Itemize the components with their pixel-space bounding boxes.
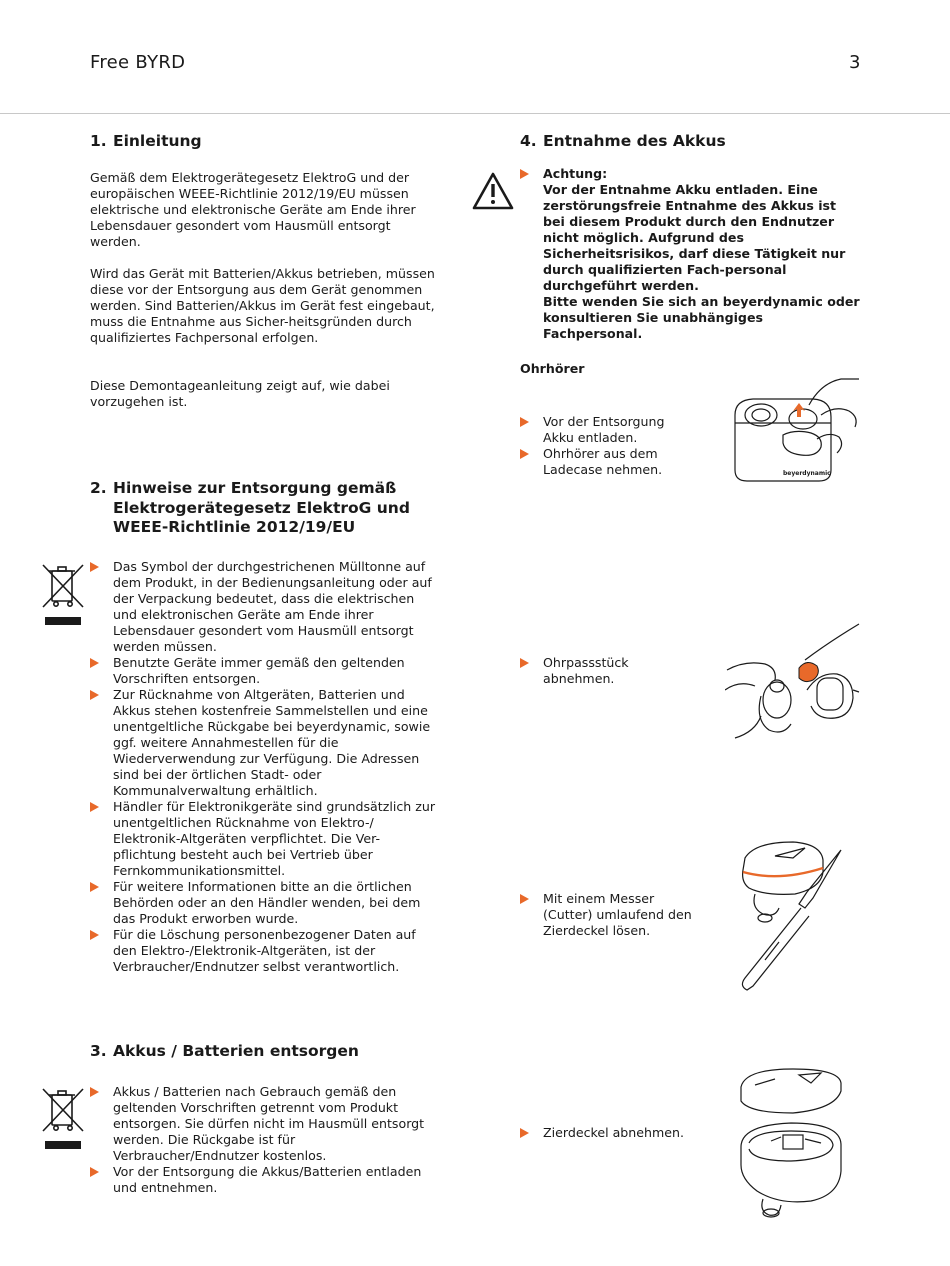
warning-contact: Bitte wenden Sie sich an beyerdynamic oder konsultieren Sie unabhängiges Fachpersonal. <box>543 294 860 341</box>
bullet-triangle-icon <box>520 894 529 904</box>
earbud-sublabel: Ohrhörer <box>520 361 585 376</box>
section1-paragraph-2: Wird das Gerät mit Batterien/Akkus betrieben, müssen diese vor der Entsorgung aus dem Gerät genommen werden. Sind Batterien/Akkus im Gerät fest eingebaut, muss die Entnahme aus Sicher-heitsgründen durch qualifiziertes Fachpersonal erfolgen. <box>90 266 435 345</box>
bullet-triangle-icon <box>520 658 529 668</box>
list-item: Zierdeckel abnehmen. <box>520 1125 720 1141</box>
list-item: Vor der Entsorgung die Akkus/Batterien entladen und entnehmen. <box>90 1164 435 1196</box>
case-brand-text: beyerdynamic <box>783 470 831 477</box>
section-title: Einleitung <box>113 132 202 150</box>
warning-block <box>520 166 860 342</box>
charging-case-illustration <box>725 375 860 490</box>
section-number: 3. <box>90 1042 107 1060</box>
section-title: Hinweise zur Entsorgung gemäß Elektrogerätegesetz ElektroG und WEEE-Richtlinie 2012/19/EU <box>113 479 410 536</box>
list-item: Das Symbol der durchgestrichenen Mülltonne auf dem Produkt, in der Bedienungsanleitung oder auf der Verpackung bedeutet, dass die elektrischen und elektronischen Geräte am Ende ihrer Lebensdauer gesondert vom Hausmüll entsorgt werden müssen. <box>90 559 435 655</box>
list-item: Zur Rücknahme von Altgeräten, Batterien und Akkus stehen kostenfreie Sammelstellen und eine unentgeltliche Rückgabe bei beyerdynamic, sowie ggf. weitere Annahmestellen für die Wiederverwendung zur Verfügung. Die Adressen sind bei der örtlichen Stadt- oder Kommunalverwaltung erhältlich. <box>90 687 435 799</box>
section4-heading <box>520 132 860 152</box>
crossed-bin-icon <box>40 1086 86 1152</box>
list-item: Vor der Entsorgung Akku entladen. <box>520 414 680 446</box>
bullet-triangle-icon <box>90 1167 99 1177</box>
bullet-triangle-icon <box>520 169 529 179</box>
bullet-triangle-icon <box>90 690 99 700</box>
section-title: Entnahme des Akkus <box>543 132 726 150</box>
list-item: Ohrhörer aus dem Ladecase nehmen. <box>520 446 680 478</box>
section2-heading <box>90 479 420 538</box>
section-title: Akkus / Batterien entsorgen <box>113 1042 359 1060</box>
bullet-triangle-icon <box>520 1128 529 1138</box>
list-item: Für die Löschung personenbezogener Daten auf den Elektro-/Elektronik-Altgeräten, ist der Verbraucher/Endnutzer selbst verantwortlich. <box>90 927 435 975</box>
warning-triangle-icon <box>471 171 515 211</box>
section1-heading <box>90 132 420 152</box>
eartip-removal-illustration <box>725 620 860 745</box>
list-item: Mit einem Messer (Cutter) umlaufend den Zierdeckel lösen. <box>520 891 700 939</box>
bullet-triangle-icon <box>90 562 99 572</box>
section1-paragraph-1: Gemäß dem Elektrogerätegesetz ElektroG und der europäischen WEEE-Richtlinie 2012/19/EU müssen elektrische und elektronische Geräte am Ende ihrer Lebensdauer gesondert vom Hausmüll entsorgt werden. <box>90 170 416 249</box>
section3-heading <box>90 1042 420 1062</box>
cutter-illustration <box>735 838 850 993</box>
bullet-triangle-icon <box>520 417 529 427</box>
section-number: 4. <box>520 132 537 150</box>
warning-text: Vor der Entnahme Akku entladen. Eine zerstörungsfreie Entnahme des Akkus ist bei diesem Produkt durch den Endnutzer nicht möglich. Aufgrund des Sicherheitsrisikos, darf diese Tätigkeit nur durch qualifizierten Fach-personal durchgeführt werden. <box>543 182 846 293</box>
step3-list <box>520 891 700 939</box>
list-item: Benutzte Geräte immer gemäß den geltenden Vorschriften entsorgen. <box>90 655 435 687</box>
section2-list <box>90 559 435 975</box>
section-number: 2. <box>90 479 107 497</box>
list-item: Akkus / Batterien nach Gebrauch gemäß den geltenden Vorschriften getrennt vom Produkt entsorgen. Sie dürfen nicht im Hausmüll entsorgt werden. Die Rückgabe ist für Verbraucher/Endnutzer kostenlos. <box>90 1084 435 1164</box>
list-item: Ohrpassstück abnehmen. <box>520 655 680 687</box>
cover-removed-illustration <box>735 1065 850 1220</box>
bullet-triangle-icon <box>90 658 99 668</box>
section-number: 1. <box>90 132 107 150</box>
bullet-triangle-icon <box>90 882 99 892</box>
step1-list <box>520 414 680 478</box>
bullet-triangle-icon <box>90 930 99 940</box>
crossed-bin-icon <box>40 562 86 628</box>
bullet-triangle-icon <box>520 449 529 459</box>
document-title: Free BYRD <box>90 52 186 73</box>
bullet-triangle-icon <box>90 1087 99 1097</box>
header-divider <box>0 113 950 114</box>
section1-paragraph-3: Diese Demontageanleitung zeigt auf, wie dabei vorzugehen ist. <box>90 378 390 409</box>
bullet-triangle-icon <box>90 802 99 812</box>
page-number: 3 <box>849 52 861 73</box>
section3-list <box>90 1084 435 1196</box>
list-item: Für weitere Informationen bitte an die örtlichen Behörden oder an den Händler wenden, bei dem das Produkt erworben wurde. <box>90 879 435 927</box>
step2-list <box>520 655 680 687</box>
step4-list <box>520 1125 720 1141</box>
list-item: Händler für Elektronikgeräte sind grundsätzlich zur unentgeltlichen Rücknahme von Elektro-/ Elektronik-Altgeräten verpflichtet. Die Ver-pflichtung besteht auch bei Vertrieb über Fernkommunikationsmittel. <box>90 799 435 879</box>
warning-label: Achtung: <box>543 166 608 181</box>
